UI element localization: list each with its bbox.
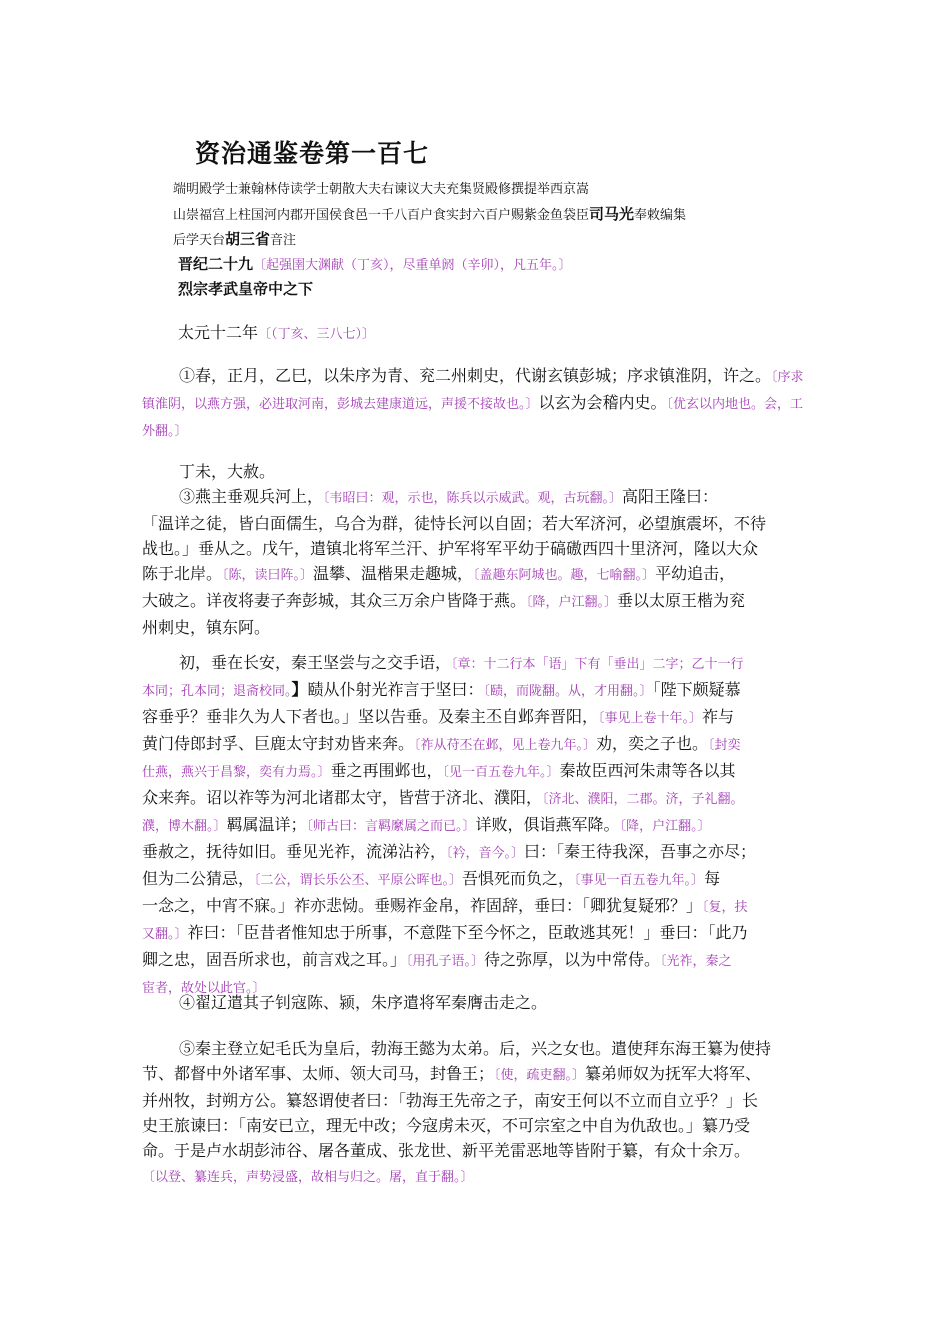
annotation: 〔赜，而陇翻。从，才用翻。〕 (483, 684, 653, 699)
text-line (142, 588, 806, 615)
text-line (142, 920, 806, 947)
text-line: 州刺史，镇东阿。 (142, 618, 271, 637)
body-text: 一念之，中宵不寐。」祚亦悲恸。垂赐祚金帛，祚固辞，垂曰：「卿犹复疑邪？」 (142, 896, 703, 915)
annotation: 〔衿，音今。〕 (446, 846, 525, 861)
year-heading (178, 320, 375, 347)
year-text: 太元十二年 (178, 323, 259, 342)
body-text: 大破之。详夜将妻子奔彭城，其众三万余户皆降于燕。 (142, 591, 527, 610)
body-text: 但为二公猜忌， (142, 869, 255, 888)
annotation: 〔封奕 (708, 738, 741, 753)
body-text: ③燕主垂观兵河上， (179, 487, 324, 506)
annotation: 〔二公，谓长乐公丕、平原公晖也。〕 (254, 873, 463, 888)
credit-text: 山崇福宫上柱国河内郡开国侯食邑一千八百户食实封六百户赐紫金鱼袋臣 (173, 208, 590, 223)
text-line (142, 1061, 806, 1088)
author-credit-line-1: 端明殿学士兼翰林侍读学士朝散大夫右谏议大夫充集贤殿修撰提举西京嵩 (173, 182, 590, 197)
body-text: 众来奔。诏以祚等为河北诸郡太守，皆营于济北、濮阳， (142, 788, 543, 807)
body-text: 羁属温详； (226, 815, 307, 834)
chapter-title: 资治通鉴卷第一百七 (195, 139, 430, 168)
annotation: 〔韦昭曰：观，示也，陈兵以示威武。观，古玩翻。〕 (323, 491, 623, 506)
annotation: 〔起强圉大渊献（丁亥），尽重单阏（辛卯），凡五年。〕 (253, 258, 572, 273)
body-text: 祚曰：「臣昔者惟知忠于所事，不意陛下至今怀之，臣敢逃其死！」垂曰：「此乃 (187, 923, 748, 942)
paragraph-5: ④翟辽遣其子钊寇陈、颍，朱序遣将军秦膺击走之。 (179, 993, 548, 1012)
text-line (142, 758, 806, 785)
body-text: 待之弥厚，以为中常侍。 (484, 950, 661, 969)
annotator-name: 胡三省 (225, 230, 271, 248)
body-text: 垂以太原王楷为兖 (617, 591, 746, 610)
annotation: 〔使，疏吏翻。〕 (494, 1068, 586, 1083)
body-text: 吾惧死而负之， (462, 869, 575, 888)
paragraph-1 (142, 363, 806, 444)
body-text: 详败，俱诣燕军降。 (475, 815, 620, 834)
annotation: 〔复，扶 (702, 900, 748, 915)
text-line: 「温详之徒，皆白面儒生，乌合为群，徒恃长河以自固；若大军济河，必望旗震坏，不待 (142, 514, 767, 533)
bracket-mark: 】 (291, 680, 308, 699)
annotation: 〔济北、濮阳，二郡。济，子礼翻。 (542, 792, 744, 807)
credit-text: 音注 (270, 233, 297, 248)
body-text: 赜从仆射光祚言于坚曰： (307, 680, 484, 699)
text-line (142, 866, 806, 893)
paragraph-6 (142, 1036, 806, 1190)
annotation: 仕燕，燕兴于昌黎，奕有力焉。〕 (142, 765, 331, 780)
annotation: 〔以登、纂连兵，声势浸盛，故相与归之。屠，直于翻。〕 (142, 1170, 474, 1185)
annotation: 〔祚从苻丕在邺，见上卷九年。〕 (414, 738, 597, 753)
annotation: 〔降，户江翻。〕 (526, 595, 618, 610)
body-text: 纂弟师奴为抚军大将军、 (585, 1064, 762, 1083)
section-heading (178, 253, 572, 274)
body-text: 劝，奕之子也。 (596, 734, 709, 753)
text-line (142, 1163, 806, 1190)
annotation: 〔盖趣东阿城也。趣，七喻翻。〕 (473, 568, 656, 583)
annotation: 〔优 (666, 397, 687, 412)
body-text: 以玄为会稽内史。 (538, 393, 667, 412)
annotation: 宦者，故处以此官。〕 (142, 981, 266, 996)
annotation: 〔序求镇淮阴，以燕方强，必进取河南，彭城去建康道远，声援不接故也。〕 (142, 370, 804, 412)
text-line (142, 484, 806, 511)
annotation: 又翻。〕 (142, 927, 188, 942)
author-name: 司马光 (589, 205, 635, 223)
body-text: 「陛下颇疑慕 (652, 680, 741, 699)
body-text: 高阳王隆曰： (622, 487, 719, 506)
text-line: ⑤秦主登立妃毛氏为皇后，勃海王懿为太弟。后，兴之女也。遣使拜东海王纂为使持 (179, 1039, 772, 1058)
section-title: 晋纪二十九 (178, 255, 254, 273)
body-text: 祚与 (702, 707, 735, 726)
annotation: 〔师古曰：言羁縻属之而已。〕 (306, 819, 476, 834)
body-text: 秦故臣西河朱肃等各以其 (559, 761, 736, 780)
annotation: 〔事见一百五卷九年。〕 (574, 873, 705, 888)
body-text: 节、都督中外诸军事、太师、领大司马，封鲁王； (142, 1064, 495, 1083)
annotator-credit-line (173, 228, 296, 249)
body-text: 卿之忠，固吾所求也，前言戏之耳。」 (142, 950, 407, 969)
paragraph-4 (142, 650, 806, 1001)
body-text: 垂赦之，抚待如旧。垂见光祚，流涕沾衿， (142, 842, 447, 861)
text-line (142, 893, 806, 920)
credit-text: 奉敕编集 (634, 208, 687, 223)
annotation: 〔陈，读曰阵。〕 (222, 568, 314, 583)
body-text: 初，垂在长安，秦王坚尝与之交手语， (179, 653, 452, 672)
text-line (142, 785, 806, 812)
body-text: 温攀、温楷果走趣城， (313, 564, 474, 583)
author-credit-line-2 (173, 203, 686, 224)
text-line: 史王旅谏曰：「南安已立，理无中改；今寇虏未灭，不可宗室之中自为仇敌也。」纂乃受 (142, 1116, 751, 1135)
paragraph-3 (142, 484, 806, 640)
body-text: 陈于北岸。 (142, 564, 223, 583)
annotation: 〔降，户江翻。〕 (619, 819, 711, 834)
annotation: 〔（丁亥、三八七）〕 (258, 327, 376, 342)
text-line (142, 650, 806, 677)
text-line (142, 731, 806, 758)
text-line (142, 839, 806, 866)
body-text: 曰：「秦王待我深，吾事之亦尽； (524, 842, 757, 861)
body-text: 每 (704, 869, 721, 888)
annotation: 本同；孔本同；退斋校同。 (142, 684, 292, 699)
body-text: 容垂乎？垂非久为人下者也。」坚以告垂。及秦主丕自邺奔晋阳， (142, 707, 599, 726)
text-line: 命。于是卢水胡彭沛谷、屠各董成、张龙世、新平羌雷恶地等皆附于纂，有众十余万。 (142, 1141, 751, 1160)
body-text: 垂之再围邺也， (330, 761, 443, 780)
text-line (142, 704, 806, 731)
annotation: 〔用孔子语。〕 (406, 954, 485, 969)
text-line (142, 561, 806, 588)
annotation: 玄以内地也。会，工外翻。〕 (142, 397, 804, 439)
annotation: 〔光祚，秦之 (660, 954, 732, 969)
credit-text: 后学天台 (173, 233, 226, 248)
annotation: 濮，博木翻。〕 (142, 819, 227, 834)
body-text: 平幼追击， (655, 564, 736, 583)
text-line (142, 947, 806, 974)
emperor-heading: 烈宗孝武皇帝中之下 (178, 280, 314, 298)
annotation: 〔事见上卷十年。〕 (598, 711, 703, 726)
text-line (142, 812, 806, 839)
text-line (142, 677, 806, 704)
text-line: 并州牧，封朔方公。纂怒谓使者曰：「勃海王先帝之子，南安王何以不立而自立乎？」长 (142, 1091, 759, 1110)
annotation: 〔见一百五卷九年。〕 (442, 765, 560, 780)
paragraph-2: 丁未，大赦。 (179, 462, 276, 481)
body-text: ①春，正月，乙巳，以朱序为青、兖二州刺史，代谢玄镇彭城；序求镇淮阴，许之。 (179, 366, 772, 385)
annotation: 〔章：十二行本「语」下有「垂出」二字；乙十一行 (451, 657, 744, 672)
body-text: 黄门侍郎封孚、巨鹿太守封劝皆来奔。 (142, 734, 415, 753)
text-line: 战也。」垂从之。戊午，遣镇北将军兰汗、护军将军平幼于碻磝西四十里济河，隆以大众 (142, 539, 759, 558)
